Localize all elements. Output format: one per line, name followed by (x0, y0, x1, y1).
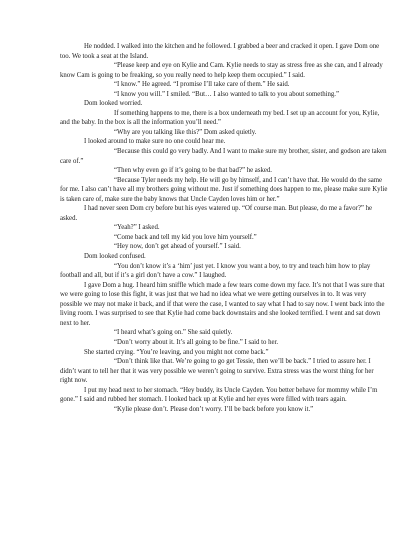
body-paragraph: “Kylie please don’t. Please don’t worry. I’ll be back before you know it.” (114, 405, 314, 413)
body-paragraph: “Hey now, don’t get ahead of yourself.” I said. (114, 243, 241, 251)
body-paragraph: “Don’t think like that. We’re going to go get Tessie, then we’ll be back.” I tried to assure her. I didn’t want to tell her that it was very possible we weren’t going to survive. Extra stress was the worst thing for her right now. (60, 358, 374, 385)
body-paragraph: “Then why even go if it’s going to be that bad?” he asked. (114, 167, 272, 175)
body-paragraph: I gave Dom a hug. I heard him sniffle which made a few tears come down my face. It’s not that I was sure that we were going to lose this fight, it was just that we had no idea what we were getting ourselves in to. It was very possible we may not make it back, and if that were the case, I wanted to say what I had to say now. I went back into the living room. I was surprised to see that Kylie had come back downstairs and she looked terrified. I went and sat down next to her. (60, 281, 385, 327)
body-paragraph: “Why are you talking like this?” Dom asked quietly. (114, 128, 257, 136)
body-paragraph: “Come back and tell my kid you love him yourself.” (114, 233, 257, 241)
body-paragraph: “I heard what’s going on.” She said quietly. (114, 329, 233, 337)
body-paragraph: “I know.” He agreed. “I promise I’ll take care of them.” He said. (114, 81, 290, 89)
body-paragraph: She started crying. “You’re leaving, and you might not come back.” (84, 348, 269, 356)
body-paragraph: “I know you will.” I smiled. “But… I also wanted to talk to you about something.” (114, 90, 340, 98)
body-paragraph: “Please keep and eye on Kylie and Cam. Kylie needs to stay as stress free as she can, and I already know Cam is going to be freaking, so you really need to help keep them occupied.” I said. (60, 62, 383, 79)
body-paragraph: I had never seen Dom cry before but his eyes watered up. “Of course man. But please, do me a favor?” he asked. (60, 205, 372, 222)
body-paragraph: He nodded. I walked into the kitchen and he followed. I grabbed a beer and cracked it open. I gave Dom one too. We took a seat at the Island. (60, 43, 380, 60)
body-paragraph: If something happens to me, there is a box underneath my bed. I set up an account for you, Kylie, and the baby. In the box is all the information you’ll need.” (60, 109, 380, 127)
body-paragraph: Dom looked confused. (84, 253, 146, 261)
body-paragraph: I put my head next to her stomach. “Hey buddy, its Uncle Cayden. You better behave for mommy while I’m gone.” I said and rubbed her stomach. I looked back up at Kylie and her eyes were filled with tears again. (60, 386, 378, 404)
body-paragraph: “Because Tyler needs my help. He will go by himself, and I can’t have that. He would do the same for me. I also can’t have all my brothers going without me. Just if something does happen to me, please make sure Kylie is taken care of, make sure the baby knows that Uncle Cayden loves him or her.” (60, 176, 388, 203)
body-paragraph: “Because this could go very badly. And I want to make sure my brother, sister, and godson are taken care of.” (60, 148, 387, 165)
body-paragraph: Dom looked worried. (84, 100, 143, 108)
body-paragraph: “Yeah?” I asked. (114, 224, 160, 232)
body-paragraph: “Don’t worry about it. It’s all going to be fine.” I said to her. (114, 338, 279, 346)
body-paragraph: “You don’t know it’s a ‘him’ just yet. I know you want a boy, to try and teach him how to play football and all, but if it’s a girl don’t have a cow.” I laughed. (60, 262, 371, 280)
body-paragraph: I looked around to make sure no one could hear me. (84, 138, 226, 146)
